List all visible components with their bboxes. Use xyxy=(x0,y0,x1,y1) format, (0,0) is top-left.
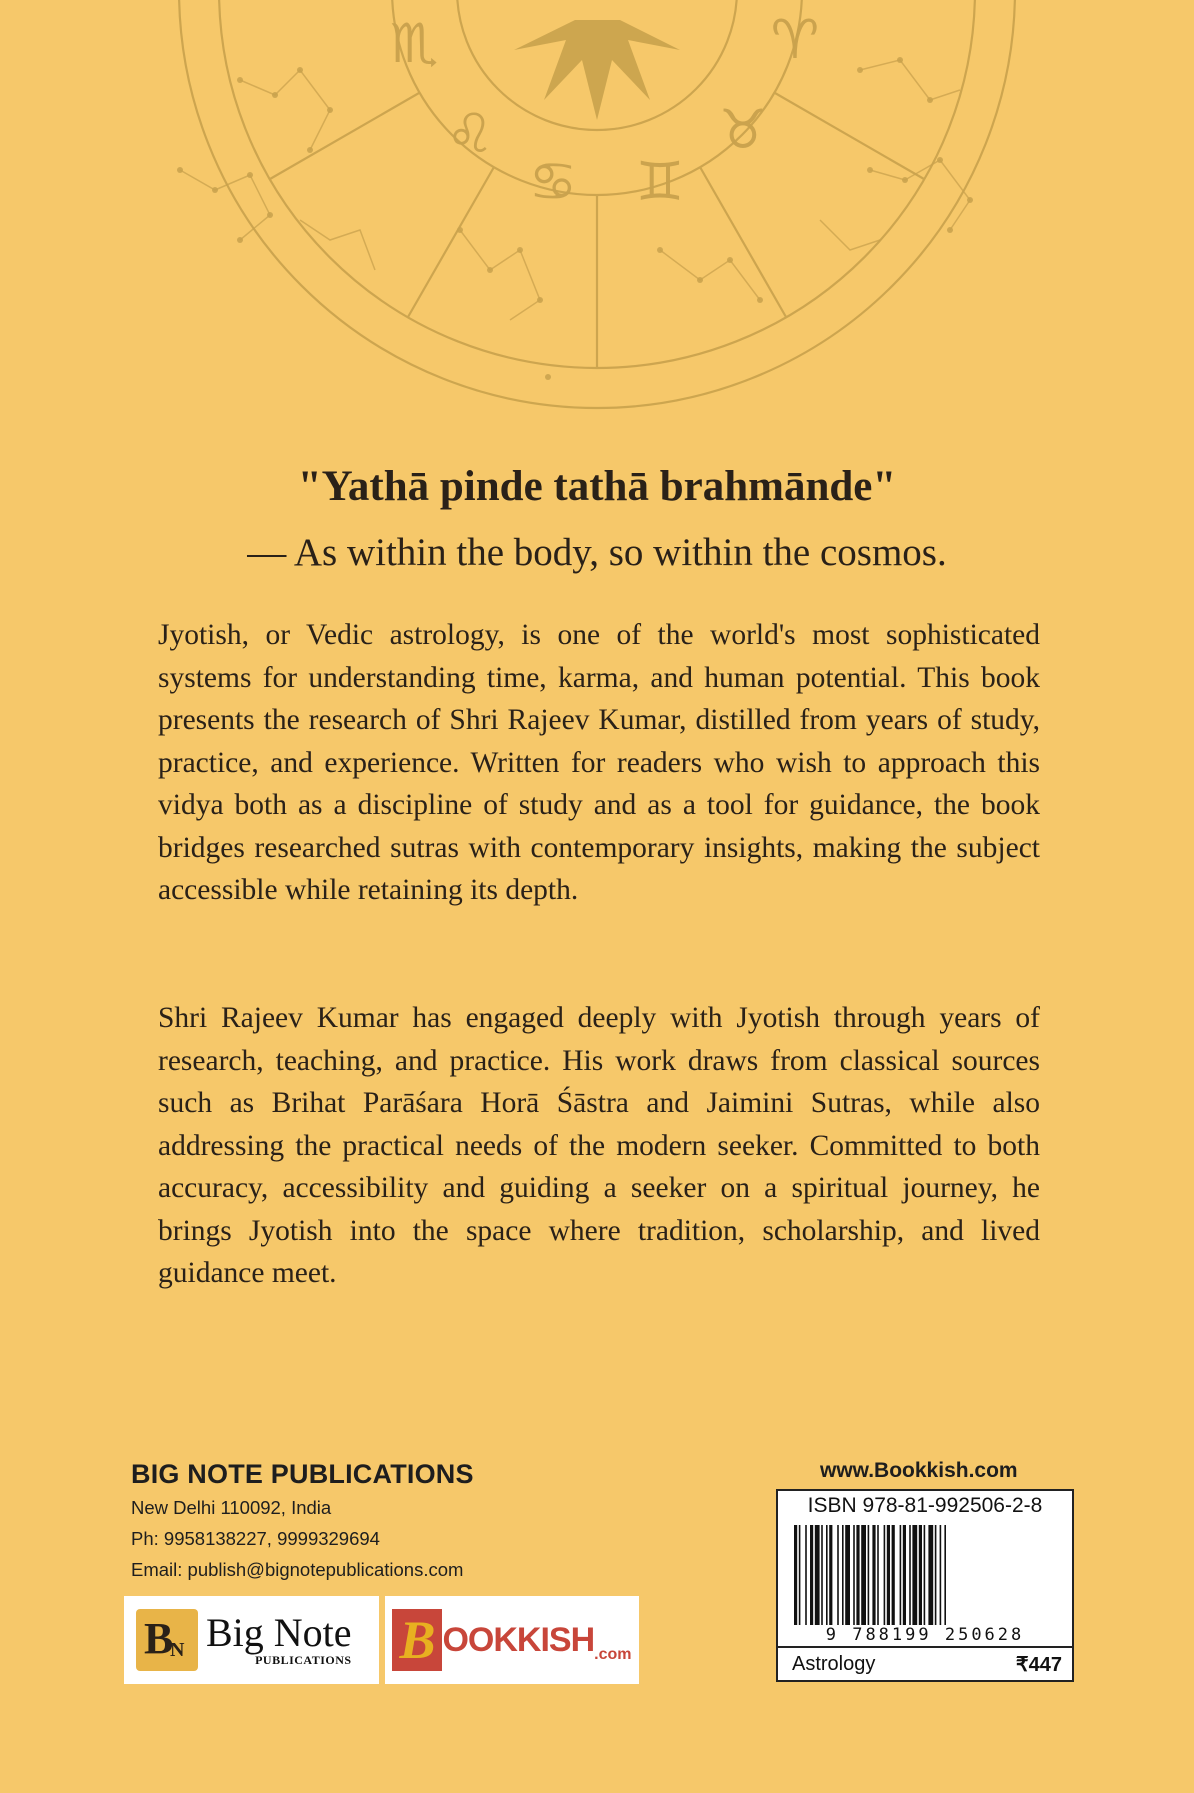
bn-logo-title: Big Note xyxy=(206,1609,352,1655)
barcode-bar xyxy=(815,1525,820,1625)
barcode-bar xyxy=(856,1525,859,1625)
barcode-bar xyxy=(944,1525,946,1625)
barcode-bar xyxy=(837,1525,839,1625)
barcode-bar xyxy=(829,1525,832,1625)
gemini-icon: ♊ xyxy=(635,150,685,213)
book-price: ₹447 xyxy=(1015,1653,1062,1676)
bn-mark-n: N xyxy=(170,1639,185,1661)
barcode-bar xyxy=(810,1525,813,1625)
publisher-phone: Ph: 9958138227, 9999329694 xyxy=(131,1528,380,1549)
zodiac-wheel-decoration xyxy=(0,0,1194,440)
barcode-bar xyxy=(853,1525,855,1625)
bn-mark-icon xyxy=(136,1609,198,1671)
barcode-bar xyxy=(892,1525,895,1625)
bn-logo-subtitle: PUBLICATIONS xyxy=(255,1652,352,1667)
bookkish-wordmark: OOKKISH xyxy=(442,1620,595,1659)
barcode-bar xyxy=(845,1525,850,1625)
barcode-bar xyxy=(935,1525,937,1625)
barcode-bar xyxy=(872,1525,875,1625)
publisher-name: BIG NOTE PUBLICATIONS xyxy=(131,1459,474,1489)
description-paragraph: Jyotish, or Vedic astrology, is one of the world's most sophisticated systems for understanding time, karma, and human potential. This book presents the research of Shri Rajeev Kumar, distilled from years of study, practice, and experience. Written for readers who wish to approach this vidya both as a discipline of study and as a tool for guidance, the book bridges researched sutras with contemporary insights, making the subject accessible while retaining its depth. xyxy=(158,619,1040,906)
barcode-bar xyxy=(826,1525,828,1625)
barcode-bar xyxy=(909,1525,911,1625)
barcode-bar xyxy=(928,1525,933,1625)
barcode-bar xyxy=(794,1525,797,1625)
website-url: www.Bookkish.com xyxy=(820,1459,1018,1482)
quote-translation: — As within the body, so within the cosmos. xyxy=(247,531,947,574)
barcode-bar xyxy=(821,1525,823,1625)
barcode-bar xyxy=(799,1525,801,1625)
taurus-icon: ♉ xyxy=(718,98,768,161)
barcode-digits: 9 788199 250628 xyxy=(825,1625,1025,1645)
star-burst-icon xyxy=(514,20,680,120)
bookkish-com: .com xyxy=(594,1646,632,1663)
publisher-logos xyxy=(124,1596,639,1684)
scorpio-icon: ♏ xyxy=(389,12,439,75)
publisher-block xyxy=(131,1456,474,1585)
bn-mark-b: B xyxy=(144,1614,174,1663)
barcode-bar xyxy=(919,1525,922,1625)
leo-icon: ♌ xyxy=(445,102,495,165)
cancer-icon: ♋ xyxy=(528,150,578,213)
barcode-bar xyxy=(924,1525,926,1625)
author-paragraph: Shri Rajeev Kumar has engaged deeply with Jyotish through years of research, teaching, and practice. His work draws from classical sources such as Brihat Parāśara Horā Śāstra and Jaimini Sutras, while also addressing the practical needs of the modern seeker. Committed to both accuracy, accessibility and guiding a seeker on a spiritual journey, he brings Jyotish into the space where tradition, scholarship, and lived guidance meet. xyxy=(158,1002,1040,1289)
sanskrit-quote: "Yathā pinde tathā brahmānde" xyxy=(297,463,897,510)
bookkish-logo xyxy=(385,1596,639,1684)
barcode-bar xyxy=(805,1525,807,1625)
barcode-bar xyxy=(900,1525,902,1625)
barcode-bar xyxy=(887,1525,890,1625)
barcode-bar xyxy=(884,1525,886,1625)
book-category: Astrology xyxy=(792,1652,876,1675)
aries-icon: ♈ xyxy=(770,8,820,71)
publisher-address: New Delhi 110092, India xyxy=(131,1497,332,1518)
barcode xyxy=(792,1525,1060,1625)
barcode-bar xyxy=(842,1525,844,1625)
barcode-bar xyxy=(861,1525,866,1625)
isbn-barcode-box xyxy=(776,1489,1074,1682)
isbn-number: ISBN 978-81-992506-2-8 xyxy=(807,1494,1043,1517)
barcode-bar xyxy=(903,1525,906,1625)
publisher-email: Email: publish@bignotepublications.com xyxy=(131,1559,464,1580)
big-note-logo xyxy=(124,1596,379,1684)
barcode-bar xyxy=(877,1525,879,1625)
bookkish-b-mark: B xyxy=(392,1609,442,1671)
barcode-bar xyxy=(940,1525,942,1625)
barcode-bar xyxy=(912,1525,917,1625)
isbn-footer xyxy=(778,1646,1072,1680)
barcode-bar xyxy=(868,1525,870,1625)
